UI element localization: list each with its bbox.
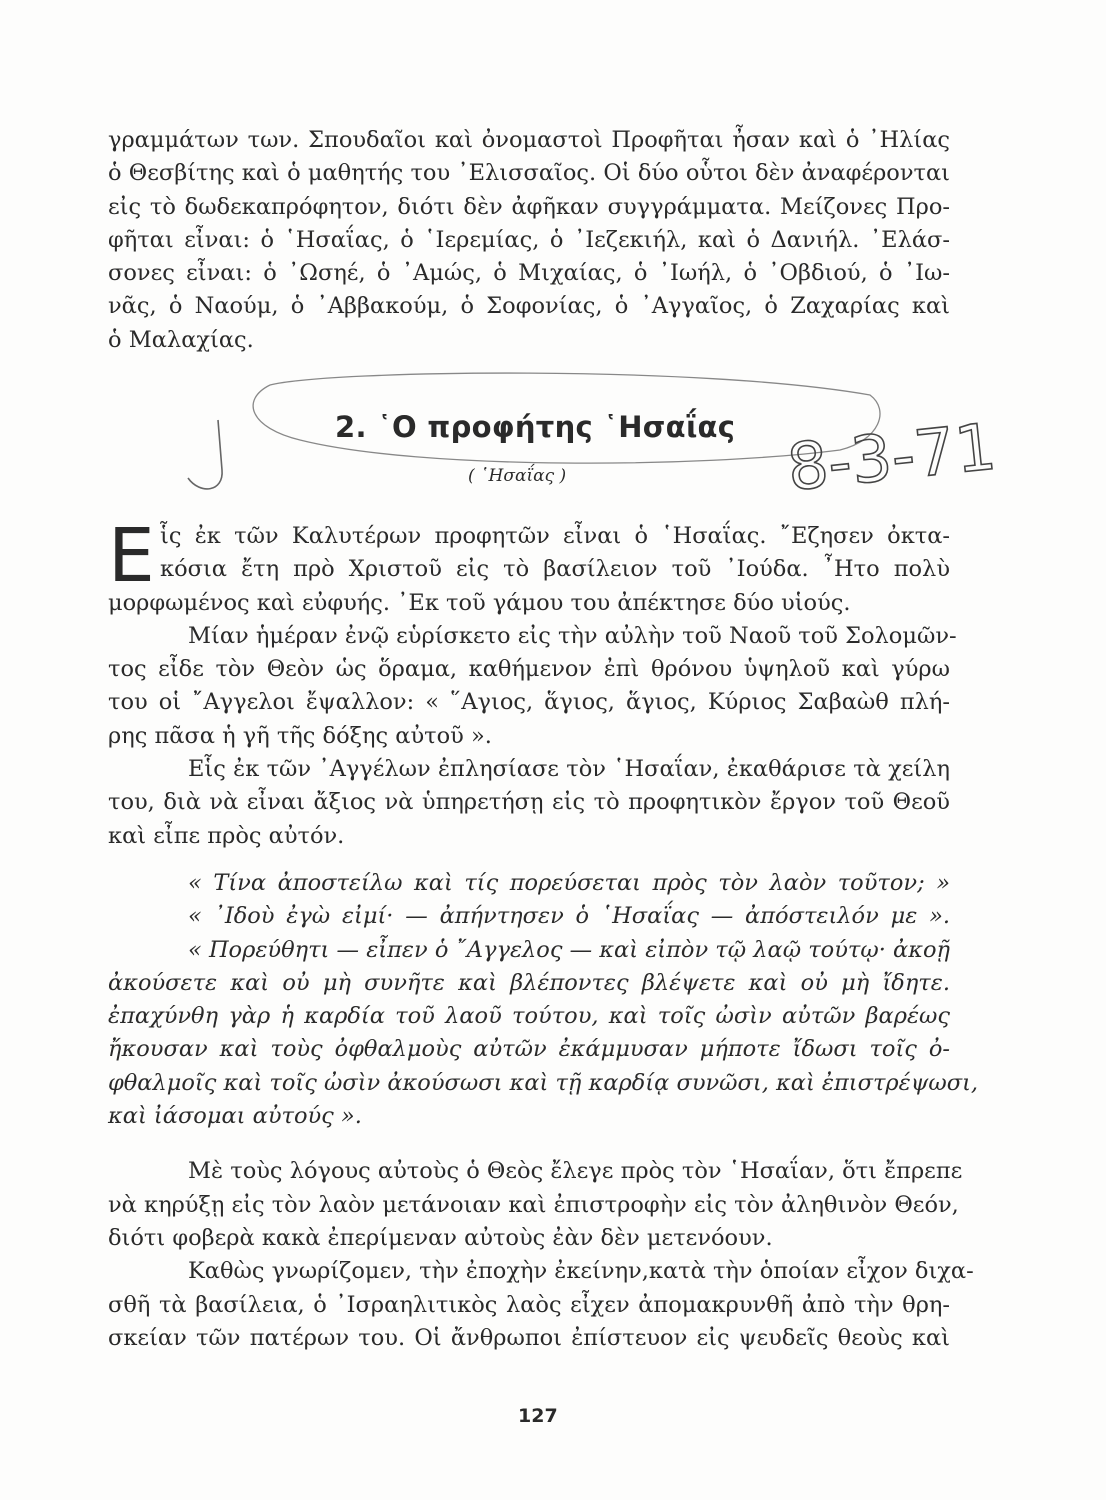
text-line: Μὲ τοὺς λόγους αὐτοὺς ὁ Θεὸς ἔλεγε πρὸς τὸν ῾Ησαΐαν, ὅτι ἔπρεπε bbox=[188, 1158, 963, 1185]
text-line: διότι φοβερὰ κακὰ ἐπερίμεναν αὐτοὺς ἐὰν δὲν μετενόουν. bbox=[108, 1224, 773, 1251]
quote-line: ἀκούσετε καὶ οὐ μὴ συνῆτε καὶ βλέποντες βλέψετε καὶ οὐ μὴ ἴδητε. bbox=[108, 969, 950, 996]
text-line: Εἷς ἐκ τῶν ᾿Αγγέλων ἐπλησίασε τὸν ῾Ησαΐαν, ἐκαθάρισε τὰ χείλη bbox=[188, 756, 950, 783]
quote-line: ἐπαχύνθη γὰρ ἡ καρδία τοῦ λαοῦ τούτου, καὶ τοῖς ὠσὶν αὐτῶν βαρέως bbox=[108, 1003, 950, 1030]
quote-line: καὶ ἰάσομαι αὐτούς ». bbox=[108, 1103, 362, 1130]
text-line: νὰ κηρύξῃ εἰς τὸν λαὸν μετάνοιαν καὶ ἐπιστροφὴν εἰς τὸν ἀληθινὸν Θεόν, bbox=[108, 1191, 959, 1218]
text-line: καὶ εἶπε πρὸς αὐτόν. bbox=[108, 822, 345, 849]
quote-line: « Πορεύθητι — εἶπεν ὁ ῎Αγγελος — καὶ εἰπὸν τῷ λαῷ τούτῳ· ἀκοῇ bbox=[188, 936, 950, 963]
pencil-j-mark bbox=[188, 420, 222, 489]
text-line: γραμμάτων των. Σπουδαῖοι καὶ ὀνομαστοὶ Προφῆται ἦσαν καὶ ὁ ᾿Ηλίας bbox=[108, 127, 950, 153]
text-line: του οἱ ῎Αγγελοι ἔψαλλον: « ῞Αγιος, ἅγιος, ἅγιος, Κύριος Σαβαὼθ πλή- bbox=[108, 689, 950, 716]
quote-line: ἤκουσαν καὶ τοὺς ὀφθαλμοὺς αὐτῶν ἐκάμμυσαν μήποτε ἴδωσι τοῖς ὀ- bbox=[108, 1036, 950, 1063]
page-number: 127 bbox=[518, 1405, 558, 1427]
text-line: ἷς ἐκ τῶν Καλυτέρων προφητῶν εἶναι ὁ ῾Ησαΐας. ῎Εζησεν ὀκτα- bbox=[160, 523, 950, 549]
text-line: σονες εἶναι: ὁ ᾿Ωσηέ, ὁ ᾿Αμώς, ὁ Μιχαίας, ὁ ᾿Ιωήλ, ὁ ᾿Οβδιού, ὁ ᾿Ιω- bbox=[108, 260, 950, 287]
quote-line: « ᾿Ιδοὺ ἐγὼ εἰμί· — ἀπήντησεν ὁ ῾Ησαΐας — ἀπόστειλόν με ». bbox=[188, 903, 950, 930]
text-line: ὁ Μαλαχίας. bbox=[108, 326, 254, 353]
quote-line: φθαλμοῖς καὶ τοῖς ὠσὶν ἀκούσωσι καὶ τῇ καρδίᾳ συνῶσι, καὶ ἐπιστρέψωσι, bbox=[108, 1069, 979, 1096]
handwritten-date: 8-3-71 bbox=[783, 410, 1000, 506]
body-paragraphs bbox=[108, 513, 979, 1355]
quote-line: « Τίνα ἀποστείλω καὶ τίς πορεύσεται πρὸς τὸν λαὸν τοῦτον; » bbox=[188, 869, 950, 896]
text-line: φῆται εἶναι: ὁ ῾Ησαΐας, ὁ ῾Ιερεμίας, ὁ ᾿Ιεζεκιήλ, καὶ ὁ Δανιήλ. ᾿Ελάσ- bbox=[108, 226, 950, 253]
text-line: του, διὰ νὰ εἶναι ἄξιος νὰ ὑπηρετήσῃ εἰς τὸ προφητικὸν ἔργον τοῦ Θεοῦ bbox=[108, 789, 950, 816]
text-line: ὁ Θεσβίτης καὶ ὁ μαθητής του ᾿Ελισσαῖος. Οἱ δύο οὗτοι δὲν ἀναφέρονται bbox=[108, 160, 950, 187]
text-line: σκείαν τῶν πατέρων του. Οἱ ἄνθρωποι ἐπίστευον εἰς ψευδεῖς θεοὺς καὶ bbox=[108, 1324, 950, 1351]
section-title: 2. ῾Ο προφήτης ῾Ησαΐας bbox=[335, 410, 736, 444]
text-line: Μίαν ἡμέραν ἐνῷ εὑρίσκετο εἰς τὴν αὐλὴν τοῦ Ναοῦ τοῦ Σολομῶν- bbox=[188, 622, 957, 649]
text-line: σθῆ τὰ βασίλεια, ὁ ᾿Ισραηλιτικὸς λαὸς εἶχεν ἀπομακρυνθῆ ἀπὸ τὴν θρη- bbox=[108, 1291, 950, 1318]
text-line: εἰς τὸ δωδεκαπρόφητον, διότι δὲν ἀφῆκαν συγγράμματα. Μείζονες Προ- bbox=[108, 193, 950, 220]
intro-paragraph bbox=[108, 124, 950, 357]
text-line: Καθὼς γνωρίζομεν, τὴν ἐποχὴν ἐκείνην,κατὰ τὴν ὁποίαν εἶχον διχα- bbox=[188, 1258, 974, 1285]
drop-cap: Ε bbox=[108, 513, 155, 599]
text-line: μορφωμένος καὶ εὐφυής. ᾿Εκ τοῦ γάμου του ἀπέκτησε δύο υἱούς. bbox=[108, 589, 851, 616]
text-line: νᾶς, ὁ Ναούμ, ὁ ᾿Αββακούμ, ὁ Σοφονίας, ὁ ᾿Αγγαῖος, ὁ Ζαχαρίας καὶ bbox=[108, 293, 950, 320]
text-line: ρης πᾶσα ἡ γῆ τῆς δόξης αὐτοῦ ». bbox=[108, 722, 492, 749]
text-line: κόσια ἔτη πρὸ Χριστοῦ εἰς τὸ βασίλειον τοῦ ᾿Ιούδα. ῏Ητο πολὺ bbox=[160, 556, 950, 583]
section-subtitle: ( ῾Ησαΐας ) bbox=[468, 466, 567, 486]
text-line: τος εἶδε τὸν Θεὸν ὡς ὅραμα, καθήμενον ἐπὶ θρόνου ὑψηλοῦ καὶ γύρω bbox=[108, 656, 950, 683]
